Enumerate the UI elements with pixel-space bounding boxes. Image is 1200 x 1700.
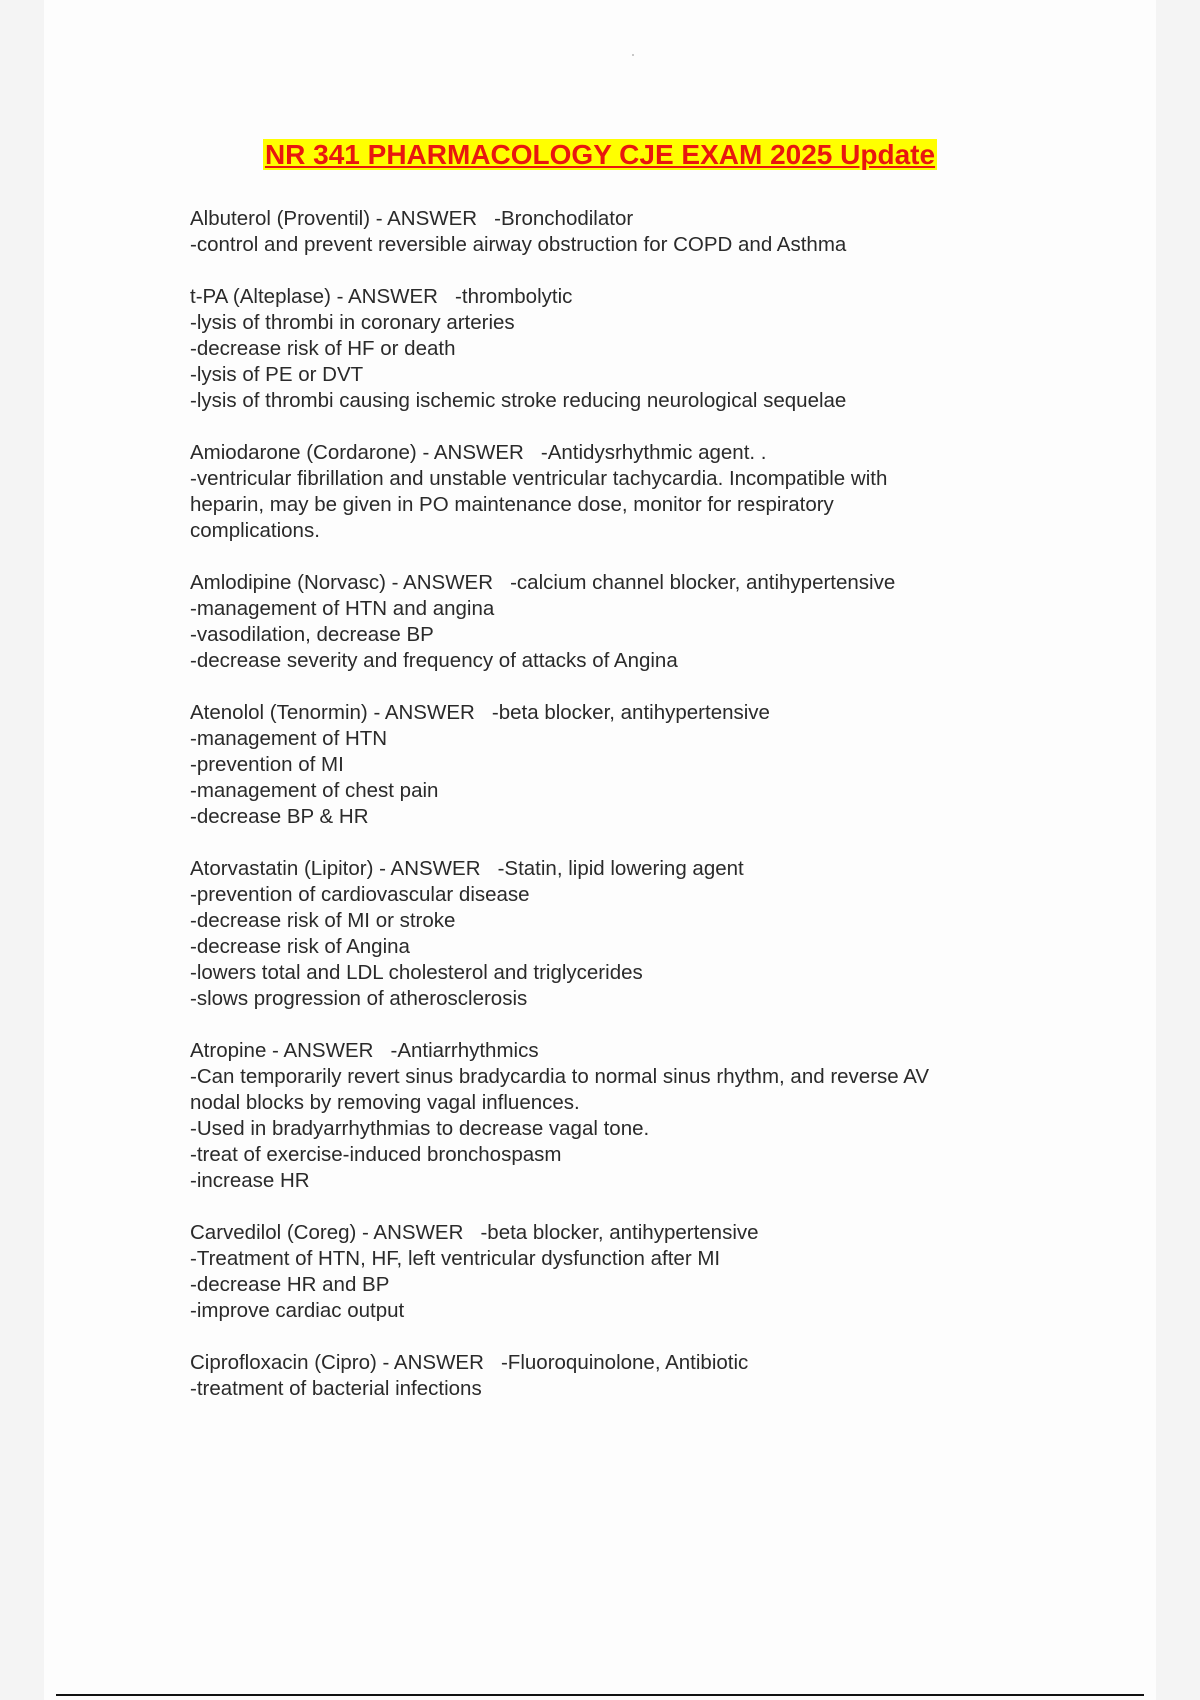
entry-heading: Albuterol (Proventil) - ANSWER -Bronchodilator [190,207,634,230]
entry-detail-line: -Can temporarily revert sinus bradycardia to normal sinus rhythm, and reverse AV [190,1065,930,1088]
entry-detail-line: -decrease risk of HF or death [190,337,456,360]
document-title-text: NR 341 PHARMACOLOGY CJE EXAM 2025 Update [264,139,936,170]
entry-detail-line: -decrease risk of MI or stroke [190,909,456,932]
entry-detail-line: -slows progression of atherosclerosis [190,987,528,1010]
entry-heading: Amlodipine (Norvasc) - ANSWER -calcium channel blocker, antihypertensive [190,571,896,594]
entry-detail-line: -control and prevent reversible airway obstruction for COPD and Asthma [190,233,847,256]
entry-detail-line: -decrease severity and frequency of attacks of Angina [190,649,678,672]
entry-detail-line: -prevention of cardiovascular disease [190,883,530,906]
answer-entry [190,570,1040,674]
document-title [0,137,1200,173]
entry-detail-line: -vasodilation, decrease BP [190,623,434,646]
answer-entry [190,1220,1040,1324]
stray-dot [632,54,634,56]
entry-detail-line: -lysis of thrombi in coronary arteries [190,311,515,334]
entry-heading: Ciprofloxacin (Cipro) - ANSWER -Fluoroquinolone, Antibiotic [190,1351,749,1374]
answer-list [190,206,1040,1428]
entry-detail-line: -lysis of thrombi causing ischemic stroke reducing neurological sequelae [190,389,847,412]
footer-rule [56,1694,1144,1696]
answer-entry [190,1038,1040,1194]
entry-heading: Atorvastatin (Lipitor) - ANSWER -Statin, lipid lowering agent [190,857,744,880]
entry-detail-line: -improve cardiac output [190,1299,405,1322]
entry-detail-line: -treat of exercise-induced bronchospasm [190,1143,562,1166]
answer-entry [190,284,1040,414]
entry-detail-line: -lowers total and LDL cholesterol and triglycerides [190,961,643,984]
entry-detail-line: -treatment of bacterial infections [190,1377,482,1400]
entry-detail-line: -management of HTN and angina [190,597,495,620]
entry-detail-line: heparin, may be given in PO maintenance dose, monitor for respiratory [190,493,834,516]
answer-entry [190,440,1040,544]
answer-entry [190,1350,1040,1402]
entry-heading: t-PA (Alteplase) - ANSWER -thrombolytic [190,285,573,308]
entry-detail-line: -decrease HR and BP [190,1273,390,1296]
entry-detail-line: -decrease risk of Angina [190,935,410,958]
entry-heading: Amiodarone (Cordarone) - ANSWER -Antidysrhythmic agent. . [190,441,767,464]
entry-detail-line: -management of chest pain [190,779,439,802]
entry-detail-line: complications. [190,519,320,542]
entry-detail-line: -management of HTN [190,727,388,750]
entry-detail-line: -lysis of PE or DVT [190,363,364,386]
entry-detail-line: -prevention of MI [190,753,344,776]
entry-heading: Atropine - ANSWER -Antiarrhythmics [190,1039,539,1062]
entry-detail-line: -Treatment of HTN, HF, left ventricular dysfunction after MI [190,1247,721,1270]
entry-detail-line: -Used in bradyarrhythmias to decrease vagal tone. [190,1117,650,1140]
entry-detail-line: nodal blocks by removing vagal influences. [190,1091,580,1114]
entry-heading: Carvedilol (Coreg) - ANSWER -beta blocker, antihypertensive [190,1221,759,1244]
entry-detail-line: -decrease BP & HR [190,805,369,828]
answer-entry [190,856,1040,1012]
answer-entry [190,700,1040,830]
answer-entry [190,206,1040,258]
entry-heading: Atenolol (Tenormin) - ANSWER -beta blocker, antihypertensive [190,701,770,724]
entry-detail-line: -ventricular fibrillation and unstable ventricular tachycardia. Incompatible with [190,467,888,490]
entry-detail-line: -increase HR [190,1169,310,1192]
